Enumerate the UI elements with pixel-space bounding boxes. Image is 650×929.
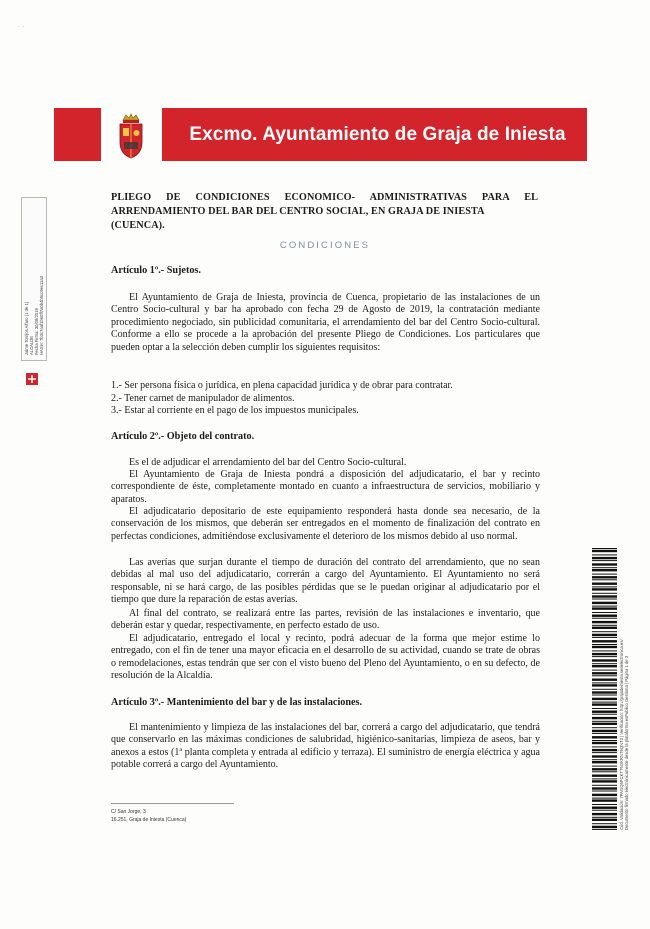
barcode-stripe [592, 727, 617, 728]
barcode-stripe [592, 717, 617, 719]
article-1-heading: Artículo 1º.- Sujetos. [111, 265, 201, 276]
barcode-stripe [592, 723, 617, 725]
barcode-stripe [592, 807, 617, 809]
signature-strip-text [24, 205, 44, 355]
barcode-stripe [592, 554, 617, 555]
barcode-stripe [592, 548, 617, 549]
barcode-stripe [592, 618, 617, 619]
barcode-stripe [592, 766, 617, 767]
article-3-heading: Artículo 3º.- Mantenimiento del bar y de las instalaciones. [111, 697, 363, 708]
barcode-stripe [592, 826, 617, 828]
barcode-stripe [592, 557, 617, 559]
barcode-stripe [592, 634, 617, 636]
barcode-stripe [592, 586, 617, 587]
validation-line: Documento firmado electrónicamente desde la plataforma esPublico Gestiona | Página 1 de 3 [624, 655, 630, 830]
barcode-stripe [592, 640, 617, 642]
barcode-stripe [592, 659, 617, 661]
article-2-heading: Artículo 2º.- Objeto del contrato. [111, 431, 255, 442]
barcode-stripe [592, 567, 617, 568]
barcode-stripe [592, 621, 617, 623]
seal-icon [25, 372, 39, 386]
barcode-stripe [592, 746, 617, 747]
barcode-stripe [592, 791, 617, 792]
article-3-paragraph: El mantenimiento y limpieza de las instalaciones del bar, correrá a cargo del adjudicatario, que tendrá que conservarlo en las máximas condiciones de salubridad, higiénico-sanitarias, limpieza de aseos, bar y anexos a estos (1ª planta completa y entrada al edificio y terraza). El suministro de energía eléctrica y agua potable correrá a cargo del Ayuntamiento. [111, 722, 540, 771]
footer-address-line: 16.251, Graja de Iniesta (Cuenca) [111, 816, 187, 823]
barcode-stripe [592, 778, 617, 779]
barcode-stripe [592, 817, 617, 818]
scan-marks: · · [18, 24, 25, 30]
barcode-stripe [592, 740, 617, 741]
document-title-line1: PLIEGO DE CONDICIONES ECONOMICO- ADMINISTRATIVAS PARA EL [111, 192, 538, 203]
barcode-stripe [592, 761, 617, 763]
barcode-stripe [592, 612, 617, 613]
header-title: Excmo. Ayuntamiento de Graja de Iniesta [189, 123, 566, 145]
signature-line: Fecha Firma: 30/08/2019 [34, 308, 39, 355]
barcode-stripe [592, 785, 617, 786]
barcode-stripe [592, 550, 617, 552]
barcode-stripe [592, 714, 617, 715]
article-2-paragraph: El adjudicatario depositario de este equipamiento responderá hasta donde sea necesario, de la conservación de los mismos, que deberán ser entregados en el momento de finalización del contrato en perfectas condiciones, admitiéndose exclusivamente el deterioro de los mismos debido al uso normal. [111, 506, 540, 542]
barcode-stripe [592, 698, 617, 700]
requirements-list [111, 380, 540, 418]
conditions-label: CONDICIONES [279, 240, 371, 251]
document-title [111, 191, 538, 233]
barcode-stripe [592, 823, 617, 824]
footer-address [111, 809, 186, 824]
barcode-stripe [592, 755, 617, 757]
barcode-stripe [592, 653, 617, 655]
barcode-stripe [592, 689, 617, 690]
barcode-stripe [592, 593, 617, 594]
article-1-paragraph: El Ayuntamiento de Graja de Iniesta, provincia de Cuenca, propietario de las instalaciones de un Centro Socio-cultural y bar ha aprobado con fecha 29 de Agosto de 2019, la contratación mediante procedimiento negociado, sin publicidad comunitaria, el arrendamiento del bar del Centro Socio-cultural. Conforme a ello se procede a la aprobación del presente Pliego de Condiciones. Los particulares que pueden optar a la selección deben cumplir los siguientes requisitos: [111, 292, 540, 353]
barcode-stripe [592, 829, 617, 830]
validation-line: Cód. Validación: 7PAGQ6PCKTT6GKRNT6QNT3 | Verificación: http://grajadeiniesta.sedelectronica.es/ [619, 639, 624, 830]
barcode-stripe [592, 615, 617, 617]
barcode-stripe [592, 569, 617, 571]
footer-rule [111, 803, 234, 804]
coat-of-arms-icon [114, 112, 148, 160]
barcode-stripe [592, 787, 617, 789]
barcode-stripe [592, 721, 617, 722]
list-item: 1.- Ser persona física o jurídica, en plena capacidad jurídica y de obrar para contratar. [111, 380, 453, 391]
barcode-stripe [592, 691, 617, 693]
barcode-stripe [592, 711, 617, 713]
barcode-stripe [592, 780, 617, 782]
barcode-stripe [592, 588, 617, 590]
barcode-stripe [592, 703, 617, 705]
barcode-stripe [592, 749, 617, 751]
validation-text [619, 540, 649, 830]
barcode-stripe [592, 583, 617, 585]
barcode-stripe [592, 574, 617, 575]
barcode-stripe [592, 656, 617, 657]
barcode-stripe [592, 627, 617, 629]
barcode-stripe [592, 631, 617, 632]
signature-line: Jaime Torrijos Alfaro (1 de 1) [24, 301, 29, 355]
barcode-stripe [592, 665, 617, 667]
barcode-stripe [592, 799, 617, 801]
barcode-stripe [592, 702, 617, 703]
barcode-stripe [592, 679, 617, 681]
barcode-stripe [592, 730, 617, 732]
barcode-stripe [592, 602, 617, 604]
article-2-paragraph: El Ayuntamiento de Graja de Iniesta pondrá a disposición del adjudicatario, el bar y recinto correspondiente de éste, completamente montado en cuanto a infraestructura de servicios, mobiliario y aparatos. [111, 469, 540, 505]
barcode-stripe [592, 646, 617, 648]
article-2-paragraph: El adjudicatario, entregado el local y recinto, podrá adecuar de la forma que mejor estime lo entregado, con el fin de tener una mayor eficacia en el desarrollo de su actividad, cuando se trate de obras o remodelaciones, estas tendrán que ser con el visto bueno del Pleno del Ayuntamiento, o en su defecto, de resolución de la Alcaldía. [111, 633, 540, 682]
barcode-stripe [592, 576, 617, 578]
barcode-stripe [592, 695, 617, 696]
barcode-stripe [592, 625, 617, 626]
barcode-stripe [592, 794, 617, 796]
barcode-stripe [592, 606, 617, 607]
article-2-paragraph: Las averías que surjan durante el tiempo de duración del contrato del arrendamiento, que no sean debidas al mal uso del adjudicatario, correrán a cargo del Ayuntamiento. El Ayuntamiento no será responsable, ni se hará cargo, de las posibles pérdidas que se le puedan originar al adjudicatario por el tiempo que dure la reparación de estas averías. [111, 557, 540, 606]
barcode-stripe [592, 768, 617, 770]
barcode-stripe [592, 810, 617, 811]
barcode-stripe [592, 759, 617, 760]
barcode-stripe [592, 560, 617, 561]
barcode-stripe [592, 607, 617, 609]
barcode-stripe [592, 670, 617, 671]
barcode-icon [592, 548, 617, 830]
barcode-stripe [592, 771, 617, 772]
barcode-stripe [592, 672, 617, 674]
article-2-paragraph: Es el de adjudicar el arrendamiento del bar del Centro Socio-cultural. [129, 457, 407, 468]
barcode-stripe [592, 644, 617, 645]
barcode-stripe [592, 733, 617, 734]
barcode-stripe [592, 637, 617, 638]
footer-address-line: C/ San Jorge, 3 [111, 809, 146, 815]
list-item: 2.- Tener carnet de manipulador de alimentos. [111, 392, 295, 404]
document-title-line2: ARRENDAMIENTO DEL BAR DEL CENTRO SOCIAL, EN GRAJA DE INIESTA (CUENCA). [111, 206, 485, 231]
barcode-stripe [592, 579, 617, 580]
barcode-stripe [592, 819, 617, 821]
signature-line: ALCALDE [29, 335, 34, 355]
barcode-stripe [592, 752, 617, 753]
barcode-stripe [592, 650, 617, 651]
barcode-stripe [592, 742, 617, 744]
barcode-stripe [592, 804, 617, 805]
article-2-paragraph: Al final del contrato, se realizará entre las partes, revisión de las instalaciones e inventario, que deberán estar y quedar, respectivamente, en perfecto estado de uso. [111, 608, 540, 632]
barcode-stripe [592, 684, 617, 686]
barcode-stripe [592, 775, 617, 777]
header-left-block [54, 108, 101, 161]
barcode-stripe [592, 663, 617, 664]
barcode-stripe [592, 563, 617, 565]
barcode-stripe [592, 736, 617, 738]
barcode-stripe [592, 708, 617, 709]
barcode-stripe [592, 813, 617, 815]
barcode-stripe [592, 682, 617, 683]
barcode-stripe [592, 798, 617, 799]
list-item: 3.- Estar al corriente en el pago de los impuestos municipales. [111, 405, 359, 417]
header-bar [162, 108, 587, 161]
signature-line: HASH: 7b3c7aaf1b60ff7a0b4b5cc9ec11a3 [39, 275, 44, 355]
barcode-stripe [592, 675, 617, 676]
barcode-stripe [592, 599, 617, 600]
barcode-stripe [592, 595, 617, 597]
